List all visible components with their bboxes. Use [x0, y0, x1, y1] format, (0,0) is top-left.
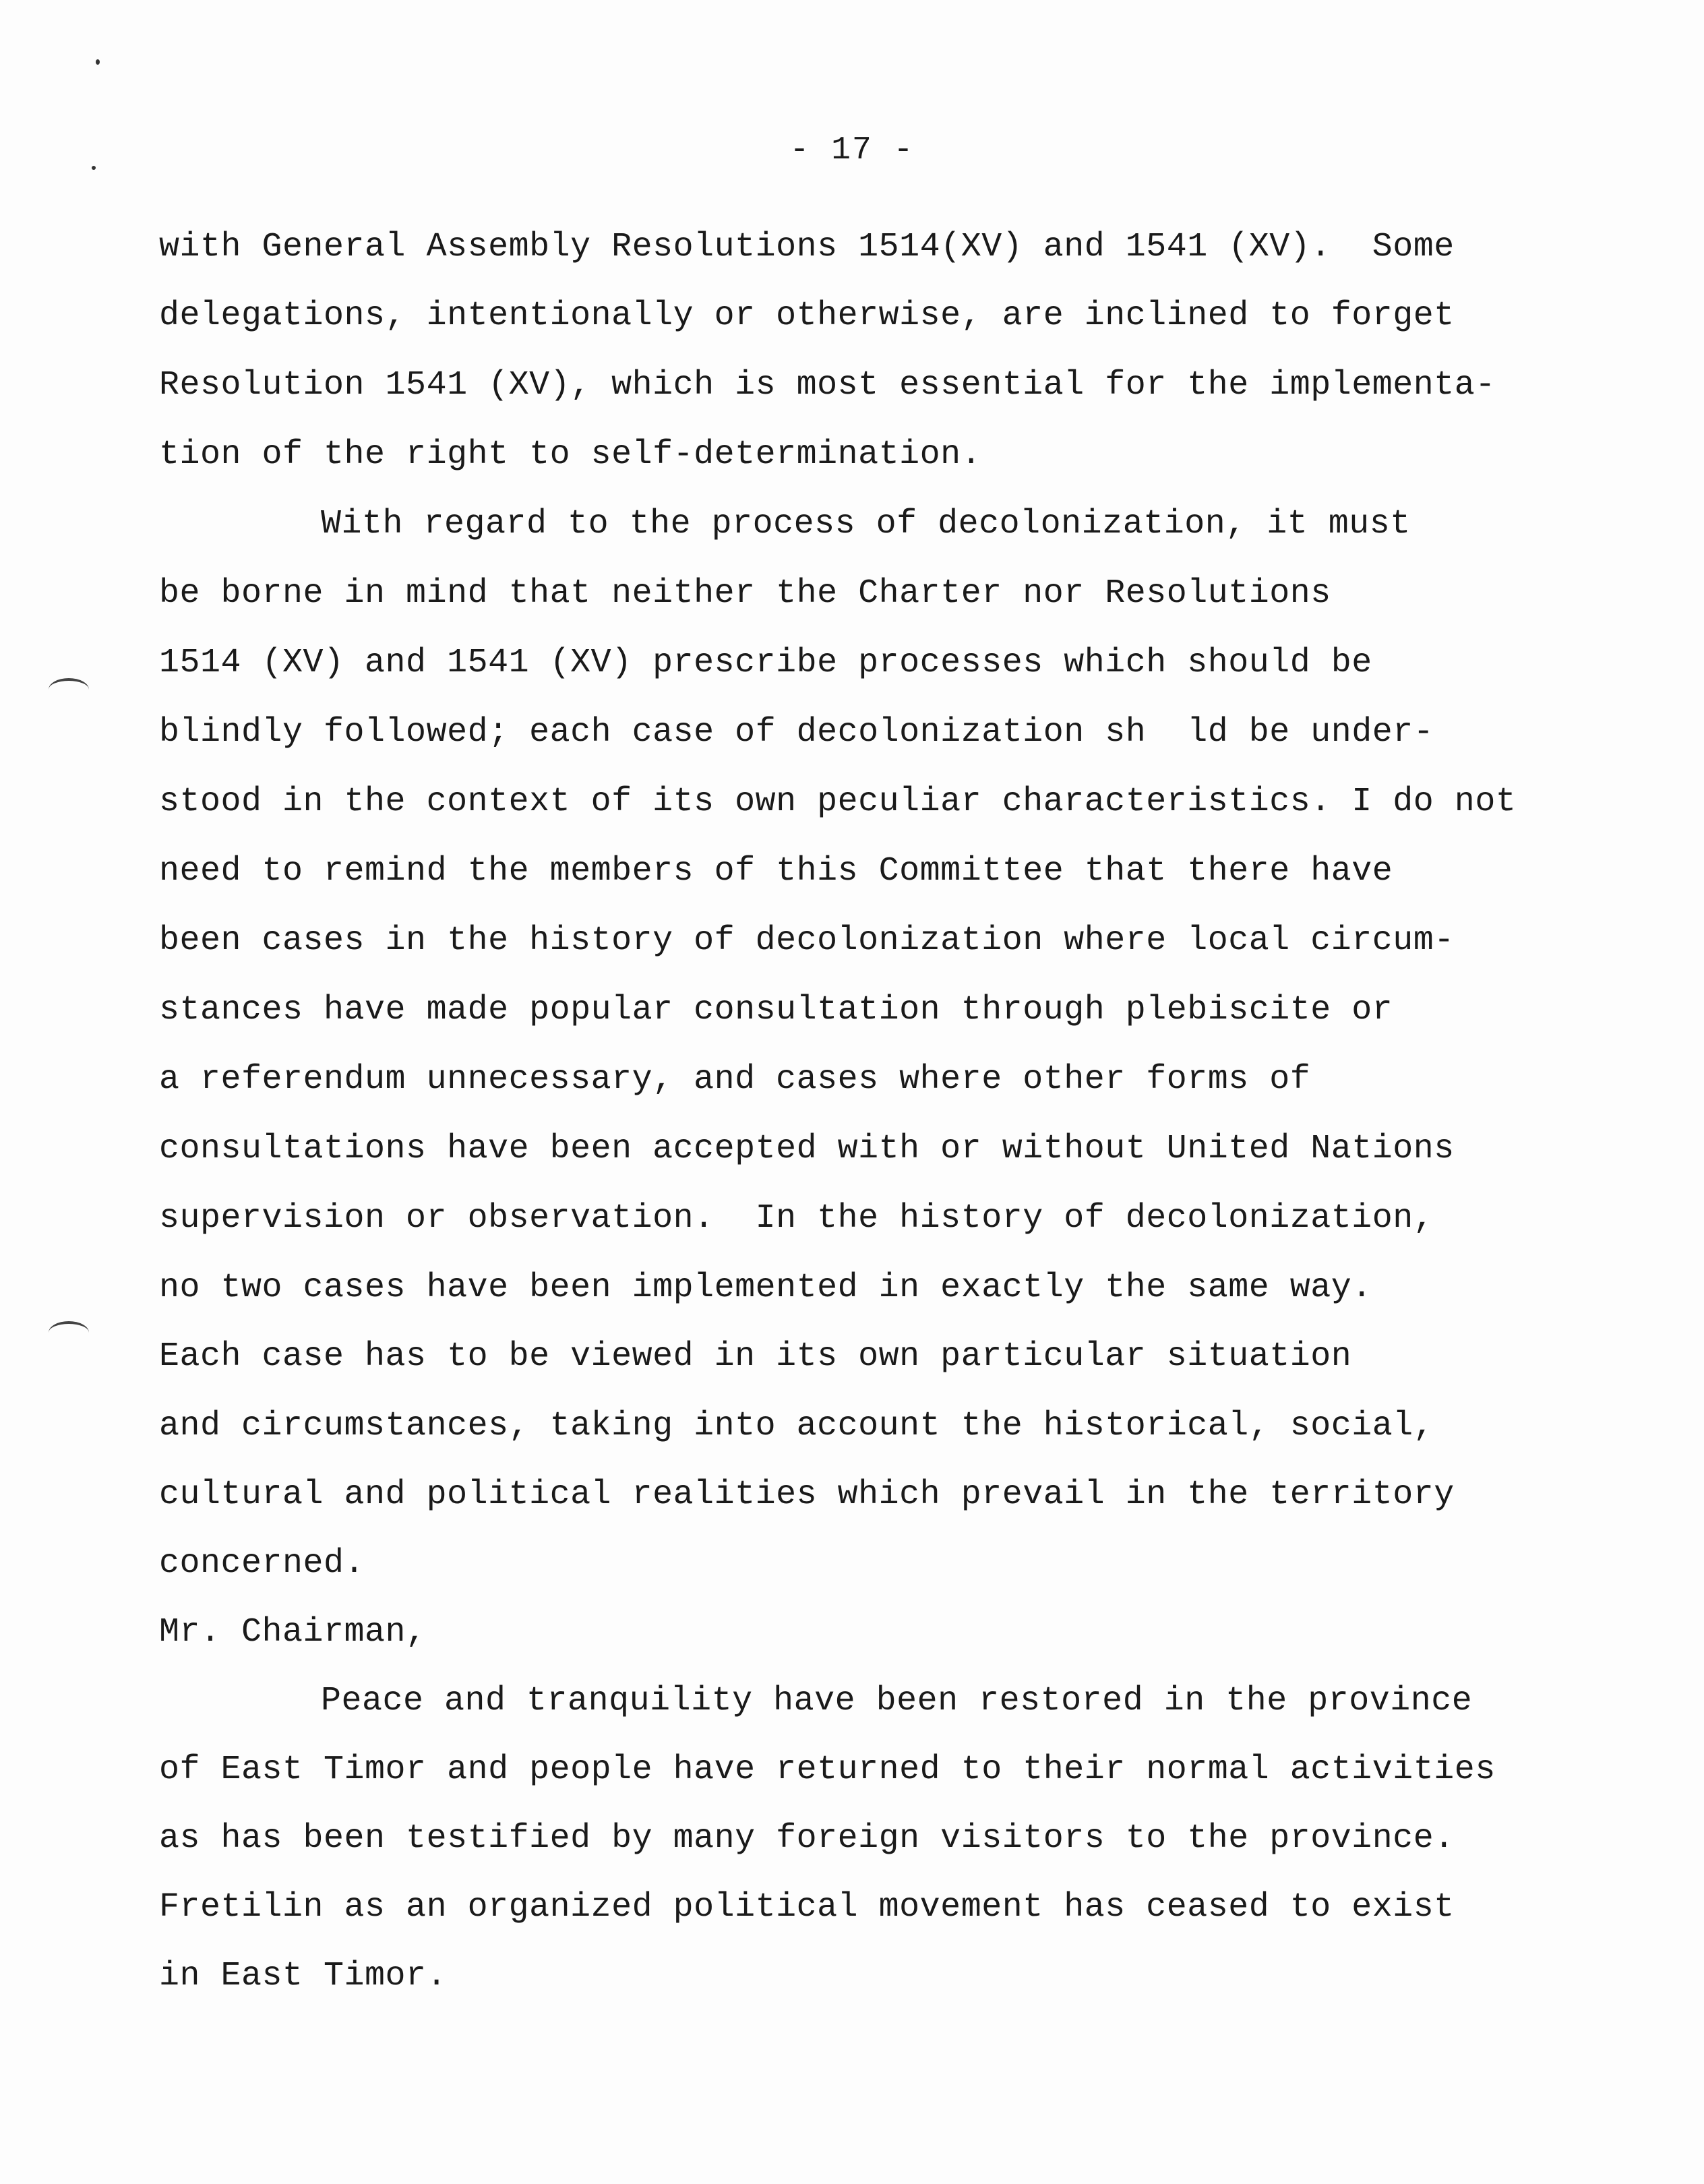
text-line: as has been testified by many foreign visitors to the province. [159, 1819, 1455, 1858]
text-line: stances have made popular consultation through plebiscite or [159, 991, 1393, 1029]
text-line: tion of the right to self-determination. [159, 435, 982, 474]
text-line: Each case has to be viewed in its own particular situation [159, 1337, 1352, 1376]
text-line: cultural and political realities which prevail in the territory [159, 1476, 1455, 1514]
text-line: concerned. [159, 1544, 365, 1583]
scan-mark [49, 678, 89, 701]
text-line: need to remind the members of this Committee that there have [159, 852, 1393, 890]
text-line: with General Assembly Resolutions 1514(XV) and 1541 (XV). Some [159, 228, 1455, 266]
text-line: be borne in mind that neither the Charter nor Resolutions [159, 574, 1331, 613]
text-line: of East Timor and people have returned to their normal activities [159, 1751, 1496, 1789]
text-line: a referendum unnecessary, and cases where other forms of [159, 1060, 1311, 1099]
page-number: - 17 - [789, 132, 915, 169]
text-line: Resolution 1541 (XV), which is most essential for the implementa- [159, 366, 1496, 404]
scan-speck [96, 59, 100, 65]
text-line: in East Timor. [159, 1957, 448, 1995]
text-line: no two cases have been implemented in exactly the same way. [159, 1269, 1372, 1307]
text-line: Peace and tranquility have been restored in the province [321, 1682, 1473, 1720]
text-line: Fretilin as an organized political movement has ceased to exist [159, 1888, 1455, 1927]
text-line: and circumstances, taking into account the historical, social, [159, 1407, 1434, 1445]
text-line: supervision or observation. In the history of decolonization, [159, 1199, 1434, 1238]
text-line: been cases in the history of decolonization where local circum- [159, 921, 1455, 960]
scan-mark [49, 1321, 89, 1344]
text-line: delegations, intentionally or otherwise, are inclined to forget [159, 297, 1455, 335]
salutation: Mr. Chairman, [159, 1613, 427, 1651]
text-line: With regard to the process of decolonization, it must [321, 505, 1411, 543]
text-line: 1514 (XV) and 1541 (XV) prescribe processes which should be [159, 644, 1372, 682]
text-line: stood in the context of its own peculiar characteristics. I do not [159, 783, 1517, 821]
text-line: consultations have been accepted with or without United Nations [159, 1130, 1455, 1168]
text-line: blindly followed; each case of decolonization sh ld be under- [159, 713, 1434, 752]
